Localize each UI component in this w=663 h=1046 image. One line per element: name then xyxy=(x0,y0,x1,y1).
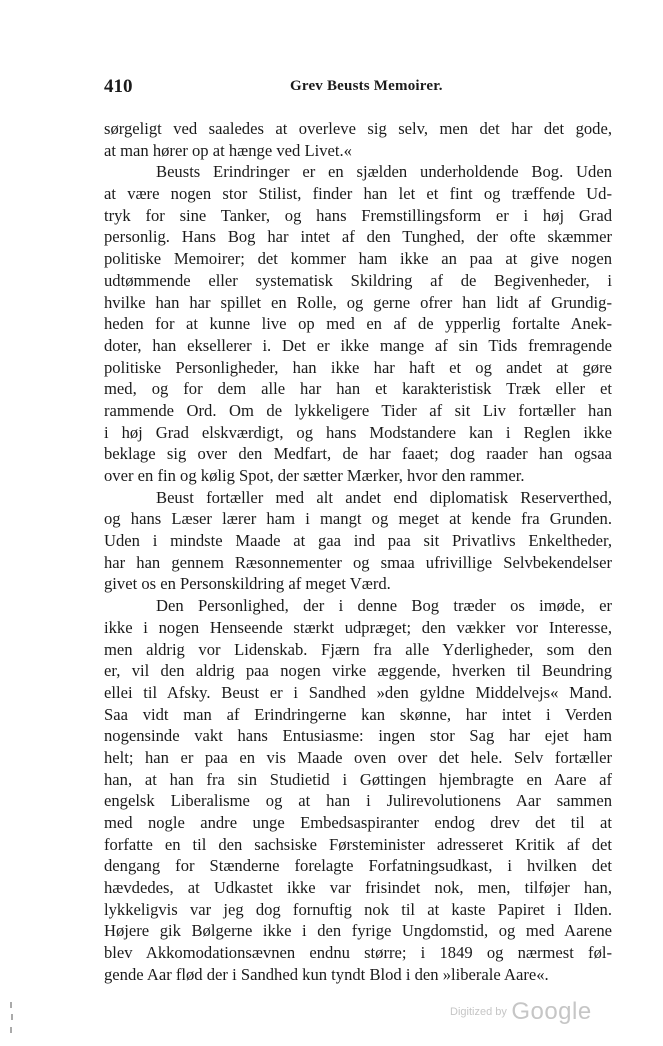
watermark-prefix: Digitized by xyxy=(450,1006,507,1018)
text-line: sørgeligt ved saaledes at overleve sig selv, men det har det gode, xyxy=(104,119,612,138)
text-line: helt; han er paa en vis Maade oven over det hele. Selv fortæller xyxy=(104,747,612,767)
watermark-brand: Google xyxy=(511,998,592,1025)
digitized-watermark xyxy=(450,998,592,1026)
text-line: beklage sig over den Medfart, de har faaet; dog raader han ogsaa xyxy=(104,444,612,464)
text-line: at være nogen stor Stilist, finder han let et fint og træffende Ud- xyxy=(104,184,612,204)
text-line: men aldrig vor Lidenskab. Fjærn fra alle Yderligheder, som den xyxy=(104,639,612,659)
margin-scan-marks xyxy=(8,1000,16,1040)
text-line: ikke i nogen Henseende stærkt udpræget; den vækker vor Interesse, xyxy=(104,617,612,637)
text-line: Beusts Erindringer er en sjælden underholdende Bog. Uden xyxy=(156,162,612,182)
text-line: hævdedes, at Udkastet ikke var frisindet nok, men, tilføjer han, xyxy=(104,878,612,898)
text-line: personlig. Hans Bog har intet af den Tunghed, der ofte skæmmer xyxy=(104,227,612,247)
running-title: Grev Beusts Memoirer. xyxy=(290,78,443,94)
page-number: 410 xyxy=(104,76,133,97)
text-line: over en fin og kølig Spot, der sætter Mærker, hvor den rammer. xyxy=(104,466,525,485)
text-line: forfatte en til den sachsiske Førsteminister adresseret Kritik af det xyxy=(104,834,612,854)
text-line: dengang for Stænderne forelagte Forfatningsudkast, i hvilken det xyxy=(104,856,612,876)
text-line: udtømmende eller systematisk Skildring af de Begivenheder, i xyxy=(104,270,612,290)
page-header xyxy=(104,76,612,98)
text-line: med nogle andre unge Embedsaspiranter endog drev det til at xyxy=(104,813,612,832)
text-line: givet os en Personskildring af meget Værd. xyxy=(104,574,391,594)
text-line: hvilke han har spillet en Rolle, og gerne ofrer han lidt af Grundig- xyxy=(104,292,612,312)
text-line: Højere gik Bølgerne ikke i den fyrige Ungdomstid, og med Aarene xyxy=(104,921,612,941)
text-line: han, at han fra sin Studietid i Gøttingen hjembragte en Aare af xyxy=(104,769,612,789)
text-line: og hans Læser lærer ham i mangt og meget at kende fra Grunden. xyxy=(104,509,612,529)
text-line: Den Personlighed, der i denne Bog træder os imøde, er xyxy=(156,596,612,616)
text-line: Uden i mindste Maade at gaa ind paa sit Privatlivs Enkeltheder, xyxy=(104,531,612,551)
text-line: politiske Personligheder, han ikke har haft et og andet at gøre xyxy=(104,357,612,377)
text-line: Saa vidt man af Erindringerne kan skønne, har intet i Verden xyxy=(104,704,612,724)
text-line: gende Aar flød der i Sandhed kun tyndt Blod i den »liberale Aare«. xyxy=(104,964,549,984)
text-line: ellei til Afsky. Beust er i Sandhed »den gyldne Middelvejs« Mand. xyxy=(104,682,612,702)
text-line: doter, han eksellerer i. Det er ikke mange af sin Tids fremragende xyxy=(104,335,612,355)
text-line: i høj Grad elskværdigt, og hans Modstandere kan i Reglen ikke xyxy=(104,422,612,442)
text-line: tryk for sine Tanker, og hans Fremstillingsform er i høj Grad xyxy=(104,205,612,225)
text-line: at man hører op at hænge ved Livet.« xyxy=(104,140,352,160)
text-line: engelsk Liberalisme og at han i Julirevolutionens Aar sammen xyxy=(104,791,612,811)
text-line: er, vil den aldrig paa nogen virke æggende, hverken til Beundring xyxy=(104,661,612,681)
scan-marks-icon xyxy=(8,1000,16,1040)
text-line: politiske Memoirer; det kommer ham ikke an paa at give nogen xyxy=(104,249,612,269)
text-line: nogensinde vakt hans Entusiasme: ingen stor Sag har ejet ham xyxy=(104,726,612,746)
text-line: med, og for dem alle har han et karakteristisk Træk eller et xyxy=(104,379,612,399)
text-line: heden for at kunne live op med en af de ypperlig fortalte Anek- xyxy=(104,314,612,334)
text-line: Beust fortæller med alt andet end diplomatisk Reserverthed, xyxy=(156,487,612,507)
body-text xyxy=(104,118,612,986)
text-line: rammende Ord. Om de lykkeligere Tider af sit Liv fortæller han xyxy=(104,400,612,420)
text-line: har han gennem Ræsonnementer og smaa ufrivillige Selvbekendelser xyxy=(104,552,612,572)
text-line: lykkeligvis var jeg dog fornuftig nok til at kaste Papiret i Ilden. xyxy=(104,899,612,919)
text-line: blev Akkomodationsævnen endnu større; i 1849 og nærmest føl- xyxy=(104,943,612,963)
